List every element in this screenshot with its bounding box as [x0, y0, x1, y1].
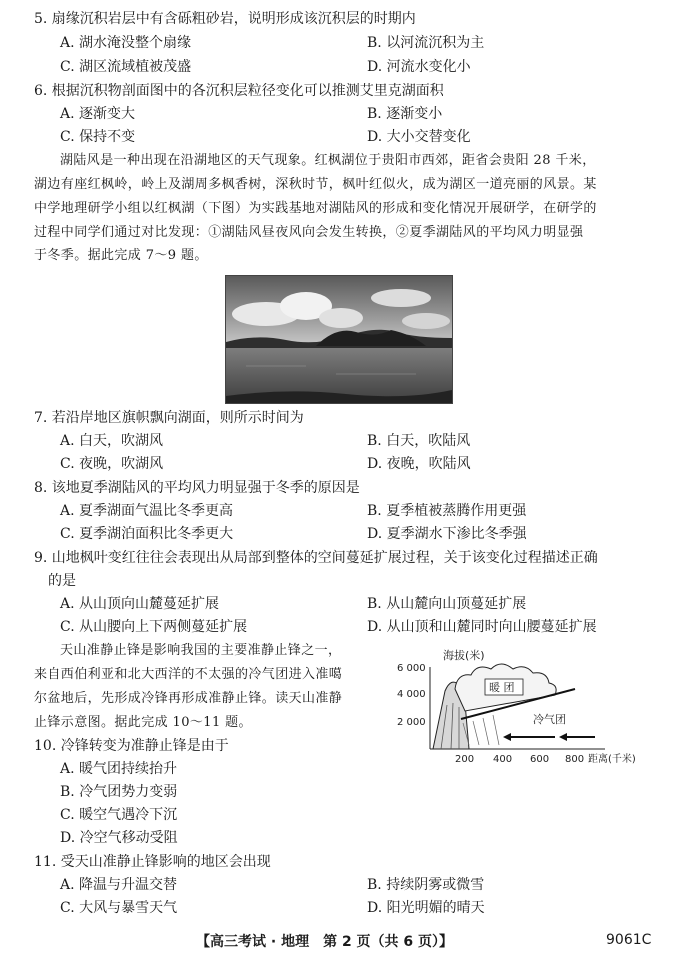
q7-option-a: A. 白天，吹湖风 — [60, 433, 164, 449]
x-tick-200: 200 — [455, 754, 475, 765]
y-tick-4000: 4 000 — [397, 689, 426, 700]
q5-option-a: A. 湖水淹没整个扇缘 — [60, 35, 192, 51]
q7-option-c: C. 夜晚，吹湖风 — [60, 456, 164, 472]
exam-code: 9061C — [606, 932, 652, 948]
q9-option-d: D. 从山顶和山麓同时向山腰蔓延扩展 — [367, 619, 597, 635]
q9-option-b: B. 从山麓向山顶蔓延扩展 — [367, 596, 527, 612]
y-axis-label: 海拔(米) — [443, 649, 485, 662]
q6-option-d: D. 大小交替变化 — [367, 129, 471, 145]
passage1-line-4: 过程中同学们通过对比发现：①湖陆风昼夜风向会发生转换，②夏季湖陆风的平均风力明显强 — [34, 225, 584, 240]
q11-option-c: C. 大风与暴雪天气 — [60, 900, 178, 916]
q6-option-a: A. 逐渐变大 — [60, 106, 136, 122]
q6-option-c: C. 保持不变 — [60, 129, 136, 145]
q11-option-b: B. 持续阴雾或微雪 — [367, 877, 485, 893]
page-footer: 【高三考试 · 地理 第 2 页（共 6 页）】 — [196, 934, 454, 950]
x-tick-600: 600 — [530, 754, 550, 765]
warm-airmass-label: 暖 团 — [489, 681, 515, 694]
q8-option-a: A. 夏季湖面气温比冬季更高 — [60, 503, 234, 519]
passage1-line-5: 于冬季。据此完成 7～9 题。 — [34, 248, 208, 263]
q11-stem: 11. 受天山准静止锋影响的地区会出现 — [34, 854, 271, 870]
q5-option-b: B. 以河流沉积为主 — [367, 35, 485, 51]
cold-arrow-2-head — [559, 733, 567, 741]
q5-option-c: C. 湖区流域植被茂盛 — [60, 59, 192, 75]
q9-stem-line-1: 9. 山地枫叶变红往往会表现出从局部到整体的空间蔓延扩展过程，关于该变化过程描述正确 — [34, 550, 598, 566]
q8-option-c: C. 夏季湖泊面积比冬季更大 — [60, 526, 234, 542]
q10-stem: 10. 冷锋转变为准静止锋是由于 — [34, 738, 229, 754]
passage2-line-4: 止锋示意图。据此完成 10～11 题。 — [34, 715, 252, 730]
passage2-line-2: 来自西伯利亚和北大西洋的不太强的冷气团进入准噶 — [34, 667, 343, 682]
x-tick-800: 800 — [565, 754, 585, 765]
q5-option-d: D. 河流水变化小 — [367, 59, 471, 75]
cold-arrow-1-head — [503, 733, 511, 741]
q7-stem: 7. 若沿岸地区旗帜飘向湖面，则所示时间为 — [34, 410, 304, 426]
cold-airmass-label: 冷气团 — [533, 713, 566, 726]
front-diagram — [395, 645, 635, 767]
x-tick-400: 400 — [493, 754, 513, 765]
lake-photo — [225, 275, 453, 404]
q6-stem: 6. 根据沉积物剖面图中的各沉积层粒径变化可以推测艾里克湖面积 — [34, 83, 444, 99]
q8-option-b: B. 夏季植被蒸腾作用更强 — [367, 503, 527, 519]
passage1-line-1: 湖陆风是一种出现在沿湖地区的天气现象。红枫湖位于贵阳市西郊，距省会贵阳 28 千米， — [60, 153, 596, 168]
q6-option-b: B. 逐渐变小 — [367, 106, 443, 122]
q10-option-c: C. 暖空气遇冷下沉 — [60, 807, 178, 823]
q10-option-a: A. 暖气团持续抬升 — [60, 761, 178, 777]
q8-stem: 8. 该地夏季湖陆风的平均风力明显强于冬季的原因是 — [34, 480, 360, 496]
q9-option-c: C. 从山腰向上下两侧蔓延扩展 — [60, 619, 248, 635]
passage1-line-2: 湖边有座红枫岭，岭上及湖周多枫香树，深秋时节，枫叶红似火，成为湖区一道亮丽的风景。某 — [34, 177, 597, 192]
q7-option-b: B. 白天，吹陆风 — [367, 433, 471, 449]
y-tick-2000: 2 000 — [397, 717, 426, 728]
q7-option-d: D. 夜晚，吹陆风 — [367, 456, 471, 472]
q11-option-d: D. 阳光明媚的晴天 — [367, 900, 485, 916]
q11-option-a: A. 降温与升温交替 — [60, 877, 178, 893]
q9-stem-line-2: 的是 — [48, 573, 76, 589]
q10-option-b: B. 冷气团势力变弱 — [60, 784, 178, 800]
passage1-line-3: 中学地理研学小组以红枫湖（下图）为实践基地对湖陆风的形成和变化情况开展研学，在研学的 — [34, 201, 597, 216]
y-tick-6000: 6 000 — [397, 663, 426, 674]
x-axis-label: 距离(千米) — [588, 754, 635, 765]
q8-option-d: D. 夏季湖水下渗比冬季强 — [367, 526, 527, 542]
passage2-line-3: 尔盆地后，先形成冷锋再形成准静止锋。读天山准静 — [34, 691, 343, 706]
q10-option-d: D. 冷空气移动受阻 — [60, 830, 178, 846]
q5-stem: 5. 扇缘沉积岩层中有含砾粗砂岩，说明形成该沉积层的时期内 — [34, 11, 416, 27]
q9-option-a: A. 从山顶向山麓蔓延扩展 — [60, 596, 220, 612]
passage2-line-1: 天山准静止锋是影响我国的主要准静止锋之一， — [60, 643, 342, 658]
